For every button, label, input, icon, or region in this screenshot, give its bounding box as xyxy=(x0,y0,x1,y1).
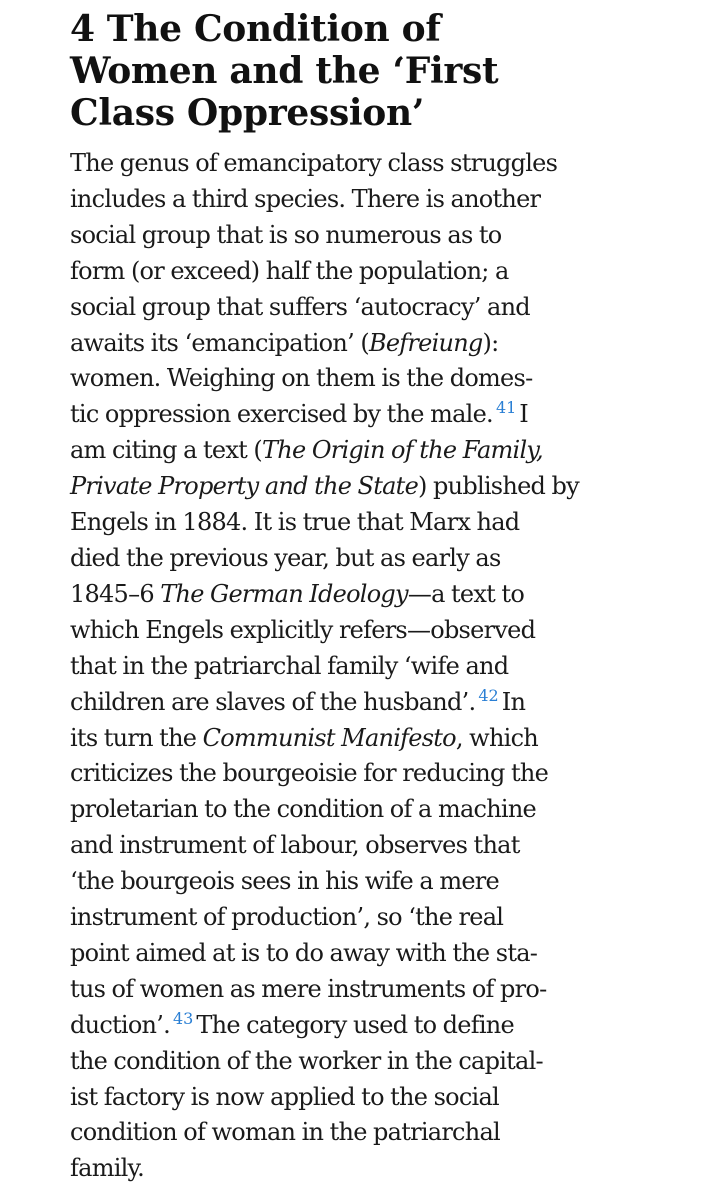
text-line xyxy=(70,326,690,362)
text-segment: ) published by xyxy=(418,472,579,501)
footnote-link-42[interactable]: 42 xyxy=(478,685,499,705)
text-line: form (or exceed) half the population; a xyxy=(70,256,509,285)
italic-title: Private Property and the State xyxy=(70,472,419,501)
text-line: the condition of the worker in the capital- xyxy=(70,1046,543,1075)
italic-title: Communist Manifesto xyxy=(202,723,456,752)
text-line: social group that is so numerous as to xyxy=(70,220,502,249)
italic-title: The Origin of the Family, xyxy=(262,436,543,465)
text-line: social group that suffers ‘autocracy’ and xyxy=(70,292,530,321)
text-segment: children are slaves of the husband’. xyxy=(70,687,476,716)
text-segment: , which xyxy=(455,723,538,752)
text-line xyxy=(70,433,690,469)
text-line xyxy=(70,685,690,721)
heading-line-1 xyxy=(70,8,690,50)
text-line: family. xyxy=(70,1154,145,1183)
footnote-link-41[interactable]: 41 xyxy=(495,398,517,418)
text-line: died the previous year, but as early as xyxy=(70,543,501,572)
text-line: condition of woman in the patriarchal xyxy=(70,1118,500,1147)
text-line: includes a third species. There is another xyxy=(70,184,541,213)
text-line xyxy=(70,721,690,757)
chapter-number: 4 xyxy=(70,8,95,50)
page xyxy=(70,8,690,1187)
text-line: criticizes the bourgeoisie for reducing the xyxy=(70,759,549,788)
text-segment: tic oppression exercised by the male. xyxy=(70,400,493,429)
text-line xyxy=(70,577,690,613)
chapter-heading xyxy=(70,8,690,134)
text-line: The genus of emancipatory class struggles xyxy=(70,149,558,177)
text-line: which Engels explicitly refers—observed xyxy=(70,615,536,644)
italic-title: The German Ideology xyxy=(160,579,408,608)
body-paragraph xyxy=(70,146,690,1187)
italic-term: Befreiung xyxy=(368,328,483,357)
text-segment: its turn the xyxy=(70,723,203,752)
text-segment: The category used to define xyxy=(196,1010,514,1039)
heading-line-3: Class Oppression’ xyxy=(70,92,425,134)
text-line: that in the patriarchal family ‘wife and xyxy=(70,651,509,680)
text-segment: awaits its ‘emancipation’ ( xyxy=(70,328,369,357)
text-segment: duction’. xyxy=(70,1010,170,1039)
text-segment: In xyxy=(501,687,526,716)
text-line: ist factory is now applied to the social xyxy=(70,1082,499,1111)
text-line: point aimed at is to do away with the sta- xyxy=(70,938,538,967)
text-line xyxy=(70,469,690,505)
text-line: instrument of production’, so ‘the real xyxy=(70,903,504,932)
footnote-link-43[interactable]: 43 xyxy=(173,1008,194,1028)
text-line: and instrument of labour, observes that xyxy=(70,831,520,860)
heading-text-1: The Condition of xyxy=(106,8,441,50)
text-line: ‘the bourgeois sees in his wife a mere xyxy=(70,867,499,896)
text-line xyxy=(70,397,690,433)
text-line xyxy=(70,1008,690,1044)
heading-line-2: Women and the ‘First xyxy=(70,50,499,92)
text-line: tus of women as mere instruments of pro- xyxy=(70,974,547,1003)
text-segment: ): xyxy=(482,328,499,357)
text-segment: —a text to xyxy=(407,579,525,608)
text-segment: 1845–6 xyxy=(70,579,161,608)
text-segment: I xyxy=(519,400,529,429)
text-line: Engels in 1884. It is true that Marx had xyxy=(70,508,520,537)
text-segment: am citing a text ( xyxy=(70,436,263,465)
text-line: proletarian to the condition of a machine xyxy=(70,795,537,824)
text-line: women. Weighing on them is the domes- xyxy=(70,364,533,393)
